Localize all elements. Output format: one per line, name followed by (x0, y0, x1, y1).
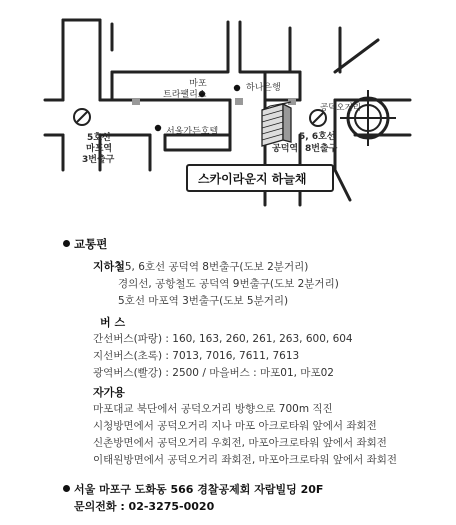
bus-line-2: 지선버스(초록) : 7013, 7016, 7611, 7613 (93, 350, 300, 362)
mapo-station-exit-icon (74, 109, 90, 125)
building-icon (262, 102, 291, 146)
map-label-garden-hotel: 서울가든호텔 (166, 127, 219, 137)
map-label-mapo-exit-3: 3번출구 (82, 155, 115, 165)
car-label: 자가용 (93, 386, 125, 399)
map-label-gongdeok-exit-2: 공덕역 (272, 144, 299, 154)
car-line-1: 마포대교 북단에서 공덕오거리 방향으로 700m 직진 (93, 403, 333, 415)
road (112, 22, 228, 72)
hanabank-marker (234, 85, 240, 91)
bus-line-1: 간선버스(파랑) : 160, 163, 260, 261, 263, 600, 604 (93, 333, 353, 345)
destination-label: 스카이라운지 하늘채 (198, 172, 307, 186)
subway-line-1: : 5, 6호선 공덕역 8번출구(도보 2분거리) (118, 261, 309, 273)
map-label-trapalace-1: 마포 (189, 79, 207, 89)
car-line-2: 시청방면에서 공덕오거리 지나 마포 아크로타워 앞에서 좌회전 (93, 420, 377, 432)
map-label-mapo-exit-2: 마포역 (86, 144, 113, 154)
subway-line-3: 5호선 마포역 3번출구(도보 5분거리) (118, 295, 289, 307)
phone: 문의전화 : 02-3275-0020 (74, 500, 215, 513)
map-label-gongdeok-ogeori: 공덕오거리 (320, 103, 362, 113)
bullet-dot (63, 240, 70, 247)
bullet-dot (63, 485, 70, 492)
bus-label: 버 스 (100, 316, 126, 329)
bus-line-3: 광역버스(빨강) : 2500 / 마을버스 : 마포01, 마포02 (93, 367, 334, 379)
map-label-gongdeok-exit-3: 8번출구 (305, 144, 338, 154)
transport-heading: 교통편 (74, 237, 108, 251)
location-map (0, 0, 456, 225)
map-label-mapo-exit-1: 5호선 (87, 133, 111, 143)
map-label-trapalace-2: 트라팰리스 (163, 90, 207, 100)
gardenhotel-marker (155, 125, 161, 131)
car-line-3: 신촌방면에서 공덕오거리 우회전, 마포아크로타워 앞에서 좌회전 (93, 437, 387, 449)
map-label-gongdeok-exit-1: 5, 6호선 (299, 132, 336, 142)
map-label-hanabank: 하나은행 (246, 83, 281, 93)
road (165, 135, 230, 150)
road (335, 40, 410, 135)
address: 서울 마포구 도화동 566 경찰공제회 자람빌딩 20F (74, 483, 324, 496)
car-line-4: 이태원방면에서 공덕오거리 좌회전, 마포아크로타워 앞에서 좌회전 (93, 454, 398, 466)
subway-label: 지하철 (93, 260, 125, 273)
subway-line-2: 경의선, 공항철도 공덕역 9번출구(도보 2분거리) (118, 278, 339, 290)
